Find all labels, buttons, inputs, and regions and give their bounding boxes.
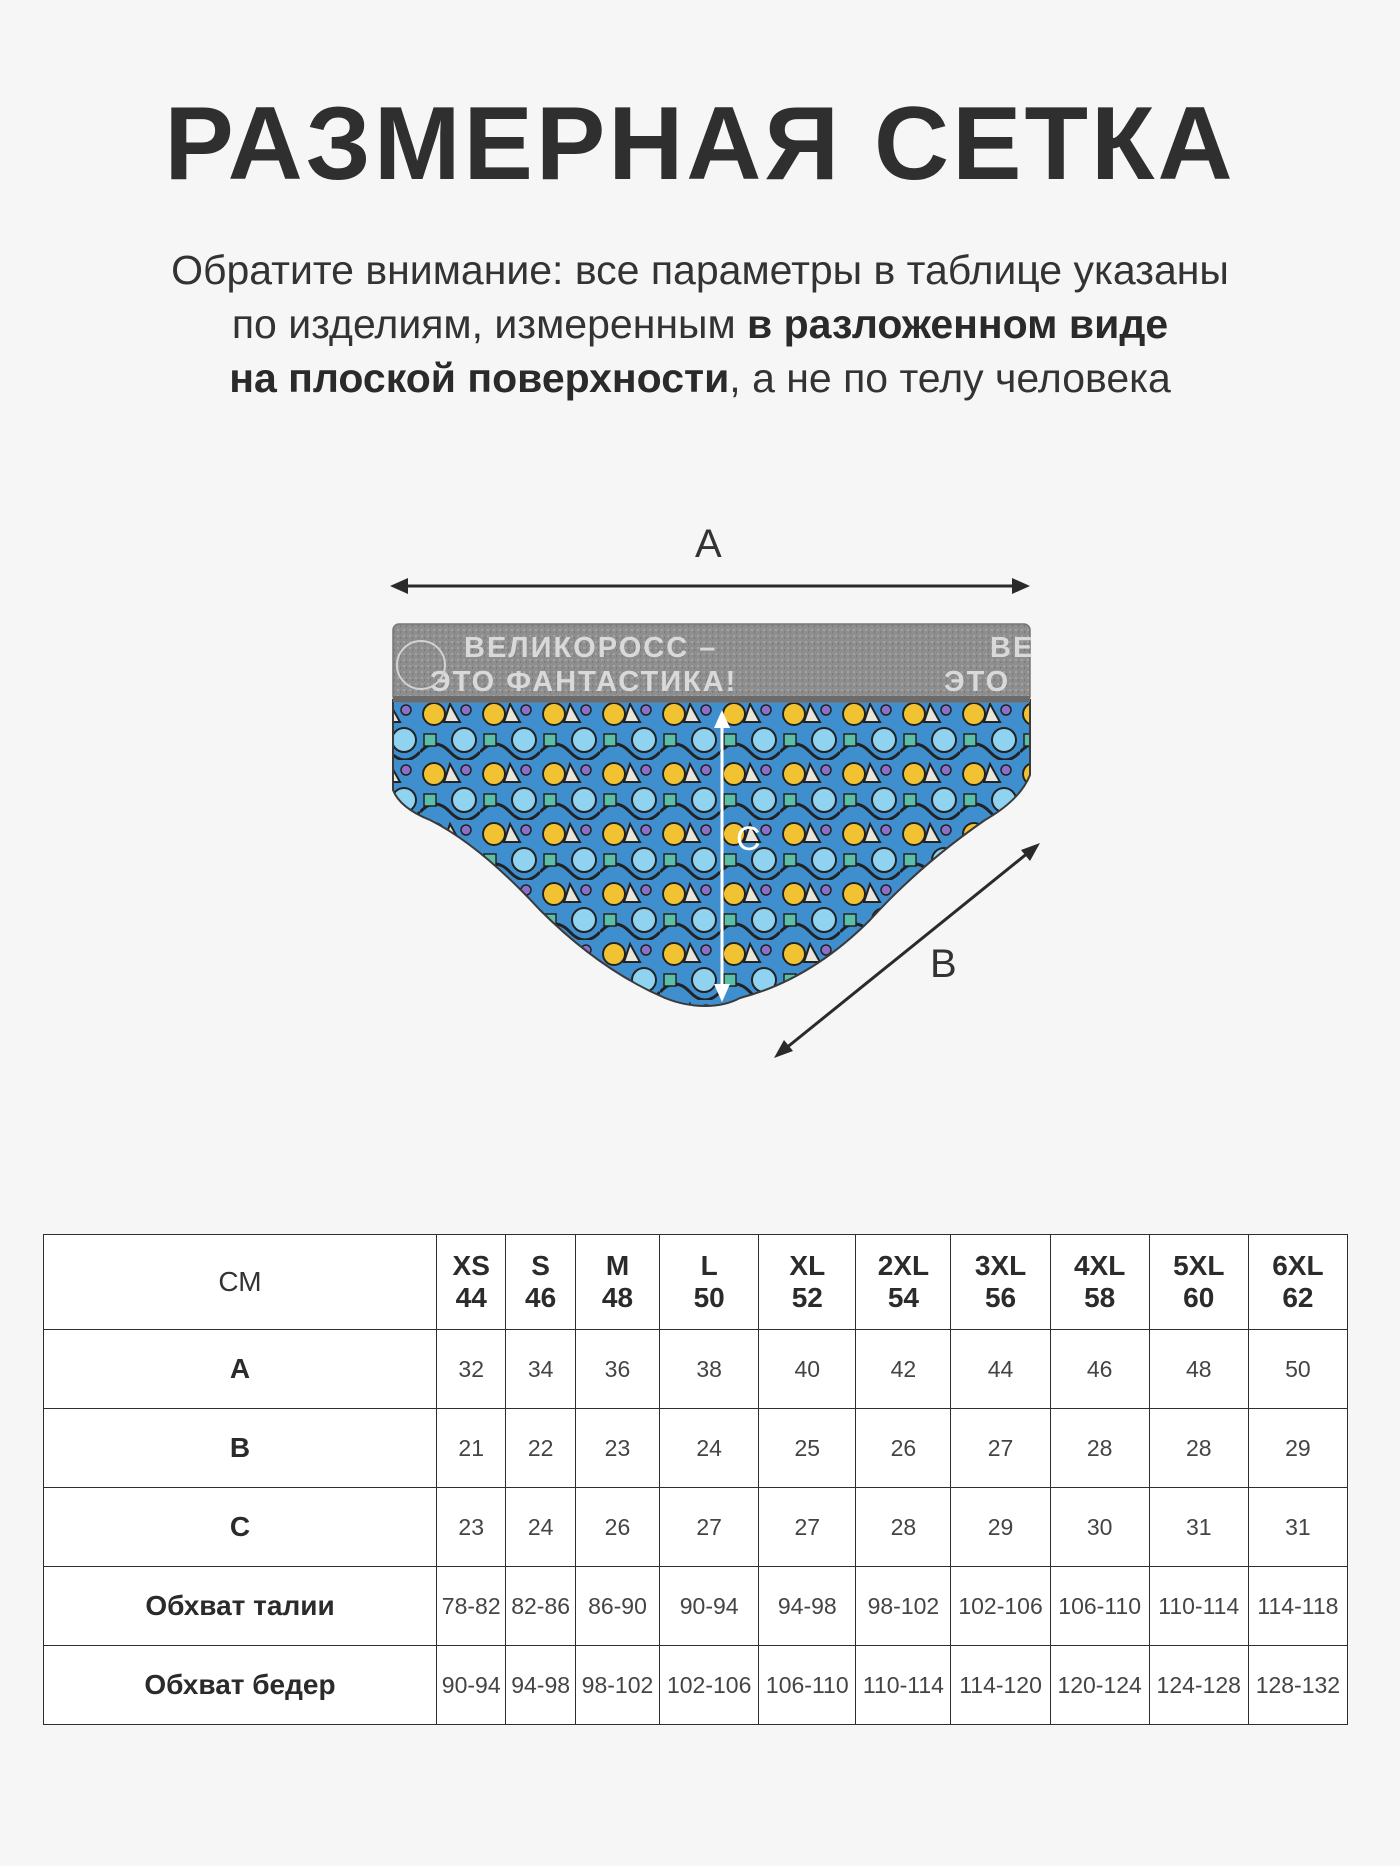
table-cell: 26 bbox=[856, 1409, 951, 1488]
row-label: A bbox=[44, 1330, 437, 1409]
table-cell: 30 bbox=[1050, 1488, 1149, 1567]
table-cell: 32 bbox=[437, 1330, 506, 1409]
size-header-row bbox=[44, 1235, 1348, 1330]
note-line-2 bbox=[0, 297, 1400, 351]
table-cell: 29 bbox=[1248, 1409, 1347, 1488]
size-header-cell: L 50 bbox=[660, 1235, 759, 1330]
briefs-illustration bbox=[360, 520, 1060, 1080]
table-cell: 98-102 bbox=[856, 1567, 951, 1646]
table-row bbox=[44, 1646, 1348, 1725]
size-header-cell: 5XL 60 bbox=[1149, 1235, 1248, 1330]
waistband-text-line-1: ВЕЛИКОРОСС – bbox=[464, 632, 718, 664]
table-row bbox=[44, 1567, 1348, 1646]
table-row bbox=[44, 1330, 1348, 1409]
dimension-a-label: A bbox=[695, 522, 722, 566]
table-cell: 28 bbox=[856, 1488, 951, 1567]
note-line-3-bold: на плоской поверхности bbox=[229, 355, 730, 401]
table-row bbox=[44, 1409, 1348, 1488]
unit-header-cell: СМ bbox=[44, 1235, 437, 1330]
table-cell: 25 bbox=[759, 1409, 856, 1488]
table-cell: 23 bbox=[437, 1488, 506, 1567]
table-cell: 26 bbox=[575, 1488, 659, 1567]
table-cell: 28 bbox=[1149, 1409, 1248, 1488]
table-cell: 21 bbox=[437, 1409, 506, 1488]
page-title: РАЗМЕРНАЯ СЕТКА bbox=[164, 86, 1236, 202]
table-cell: 38 bbox=[660, 1330, 759, 1409]
table-cell: 114-120 bbox=[951, 1646, 1050, 1725]
table-cell: 102-106 bbox=[951, 1567, 1050, 1646]
table-cell: 114-118 bbox=[1248, 1567, 1347, 1646]
size-header-cell: XL 52 bbox=[759, 1235, 856, 1330]
table-cell: 48 bbox=[1149, 1330, 1248, 1409]
row-label: Обхват талии bbox=[44, 1567, 437, 1646]
dimension-a-arrow bbox=[390, 578, 1030, 594]
table-cell: 124-128 bbox=[1149, 1646, 1248, 1725]
table-cell: 24 bbox=[506, 1488, 575, 1567]
size-header-cell: M 48 bbox=[575, 1235, 659, 1330]
table-cell: 78-82 bbox=[437, 1567, 506, 1646]
table-cell: 106-110 bbox=[759, 1646, 856, 1725]
table-cell: 110-114 bbox=[1149, 1567, 1248, 1646]
note-line-3 bbox=[0, 351, 1400, 405]
waistband-text-line-1-repeat: ВЕ bbox=[990, 632, 1035, 664]
garment-diagram bbox=[360, 520, 1060, 1080]
table-cell: 50 bbox=[1248, 1330, 1347, 1409]
size-header-cell: 6XL 62 bbox=[1248, 1235, 1347, 1330]
size-header-cell: XS 44 bbox=[437, 1235, 506, 1330]
table-cell: 31 bbox=[1149, 1488, 1248, 1567]
table-cell: 44 bbox=[951, 1330, 1050, 1409]
note-line-2-bold: в разложенном виде bbox=[747, 301, 1169, 347]
table-row bbox=[44, 1488, 1348, 1567]
dimension-c-label: C bbox=[736, 820, 761, 858]
measurement-note bbox=[0, 243, 1400, 405]
size-header-cell: 2XL 54 bbox=[856, 1235, 951, 1330]
table-cell: 94-98 bbox=[506, 1646, 575, 1725]
table-cell: 29 bbox=[951, 1488, 1050, 1567]
table-cell: 94-98 bbox=[759, 1567, 856, 1646]
note-line-1: Обратите внимание: все параметры в таблице указаны bbox=[171, 247, 1229, 293]
note-line-2-plain: по изделиям, измеренным bbox=[231, 301, 748, 347]
table-cell: 102-106 bbox=[660, 1646, 759, 1725]
table-cell: 98-102 bbox=[575, 1646, 659, 1725]
table-cell: 23 bbox=[575, 1409, 659, 1488]
table-cell: 27 bbox=[759, 1488, 856, 1567]
table-cell: 22 bbox=[506, 1409, 575, 1488]
table-cell: 24 bbox=[660, 1409, 759, 1488]
atom-logo-icon bbox=[396, 640, 446, 690]
size-header-cell: S 46 bbox=[506, 1235, 575, 1330]
table-cell: 128-132 bbox=[1248, 1646, 1347, 1725]
table-cell: 36 bbox=[575, 1330, 659, 1409]
table-cell: 31 bbox=[1248, 1488, 1347, 1567]
table-cell: 110-114 bbox=[856, 1646, 951, 1725]
row-label: C bbox=[44, 1488, 437, 1567]
row-label: B bbox=[44, 1409, 437, 1488]
table-cell: 90-94 bbox=[437, 1646, 506, 1725]
size-chart-table bbox=[43, 1234, 1348, 1725]
table-cell: 34 bbox=[506, 1330, 575, 1409]
size-header-cell: 3XL 56 bbox=[951, 1235, 1050, 1330]
waistband-text-line-2: ЭТО ФАНТАСТИКА! bbox=[430, 666, 738, 698]
table-cell: 46 bbox=[1050, 1330, 1149, 1409]
size-header-cell: 4XL 58 bbox=[1050, 1235, 1149, 1330]
dimension-b-label: B bbox=[930, 942, 957, 986]
table-cell: 120-124 bbox=[1050, 1646, 1149, 1725]
table-cell: 27 bbox=[660, 1488, 759, 1567]
table-cell: 86-90 bbox=[575, 1567, 659, 1646]
table-cell: 28 bbox=[1050, 1409, 1149, 1488]
table-cell: 42 bbox=[856, 1330, 951, 1409]
table-cell: 27 bbox=[951, 1409, 1050, 1488]
table-cell: 40 bbox=[759, 1330, 856, 1409]
table-cell: 106-110 bbox=[1050, 1567, 1149, 1646]
waistband-text-line-2-repeat: ЭТО bbox=[944, 666, 1011, 698]
note-line-3-plain: , а не по телу человека bbox=[729, 355, 1171, 401]
row-label: Обхват бедер bbox=[44, 1646, 437, 1725]
table-cell: 90-94 bbox=[660, 1567, 759, 1646]
table-cell: 82-86 bbox=[506, 1567, 575, 1646]
